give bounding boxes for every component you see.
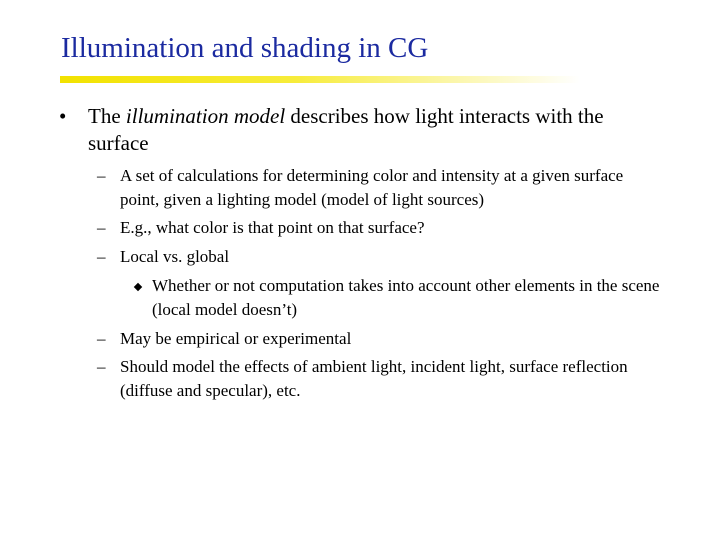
sub-item-text: A set of calculations for determining color and intensity at a given surface point, given a lighting model (model of light sources) — [120, 166, 624, 209]
diamond-bullet-icon — [134, 283, 142, 291]
main-bullet-emphasis: illumination model — [125, 104, 286, 128]
main-bullet-text-after: describes how light interacts with the surface — [88, 104, 604, 155]
dash-marker: – — [97, 218, 106, 237]
bullet-marker: • — [59, 104, 67, 128]
sub-item — [97, 216, 660, 240]
sub-sub-item — [152, 274, 662, 322]
sub-item — [97, 245, 660, 269]
main-bullet — [59, 103, 668, 157]
sub-item-text: E.g., what color is that point on that surface? — [120, 218, 425, 237]
sub-item-text: Should model the effects of ambient light, incident light, surface reflection (diffuse and specular), etc. — [120, 357, 628, 400]
sub-item — [97, 164, 660, 212]
dash-marker: – — [97, 247, 106, 266]
sub-item — [97, 355, 660, 403]
dash-marker: – — [97, 166, 106, 185]
sub-sub-item-text: Whether or not computation takes into account other elements in the scene (local model doesn’t) — [152, 276, 660, 319]
sub-item-text: May be empirical or experimental — [120, 329, 352, 348]
sub-item-text: Local vs. global — [120, 247, 230, 266]
dash-marker: – — [97, 329, 106, 348]
dash-marker: – — [97, 357, 106, 376]
main-bullet-text-before: The — [88, 104, 126, 128]
title-underline — [60, 76, 580, 83]
sub-item — [97, 327, 660, 351]
slide-title: Illumination and shading in CG — [61, 32, 429, 64]
